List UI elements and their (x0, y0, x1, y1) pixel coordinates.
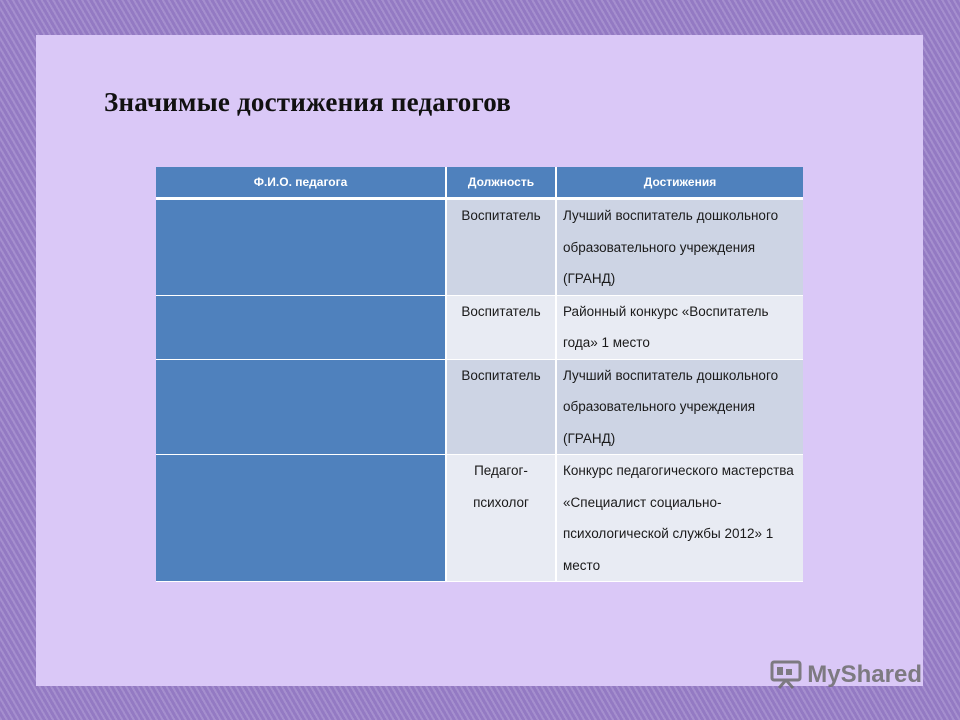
position-cell: Воспитатель (446, 359, 556, 455)
achievements-table (156, 167, 803, 582)
header-position: Должность (446, 167, 556, 199)
teacher-name-cell (156, 295, 446, 359)
achievement-cell: Лучший воспитатель дошкольного образовательного учреждения (ГРАНД) (556, 359, 803, 455)
presentation-screen-icon (769, 660, 803, 690)
table-row (156, 359, 803, 455)
table-row (156, 199, 803, 296)
achievement-cell: Районный конкурс «Воспитатель года» 1 место (556, 295, 803, 359)
teacher-name-cell (156, 455, 446, 582)
header-achievements: Достижения (556, 167, 803, 199)
achievement-cell: Конкурс педагогического мастерства «Специалист социально-психологической службы 2012» 1 место (556, 455, 803, 582)
slide (36, 35, 923, 686)
teacher-name-cell (156, 199, 446, 296)
table-row (156, 295, 803, 359)
position-cell: Воспитатель (446, 199, 556, 296)
table-row (156, 455, 803, 582)
position-cell: Педагог-психолог (446, 455, 556, 582)
teacher-name-cell (156, 359, 446, 455)
slide-title: Значимые достижения педагогов (104, 87, 512, 117)
header-name: Ф.И.О. педагога (156, 167, 446, 199)
watermark-text: MyShared (807, 661, 922, 688)
table-header-row (156, 167, 803, 199)
position-cell: Воспитатель (446, 295, 556, 359)
watermark (769, 660, 922, 690)
achievement-cell: Лучший воспитатель дошкольного образовательного учреждения (ГРАНД) (556, 199, 803, 296)
